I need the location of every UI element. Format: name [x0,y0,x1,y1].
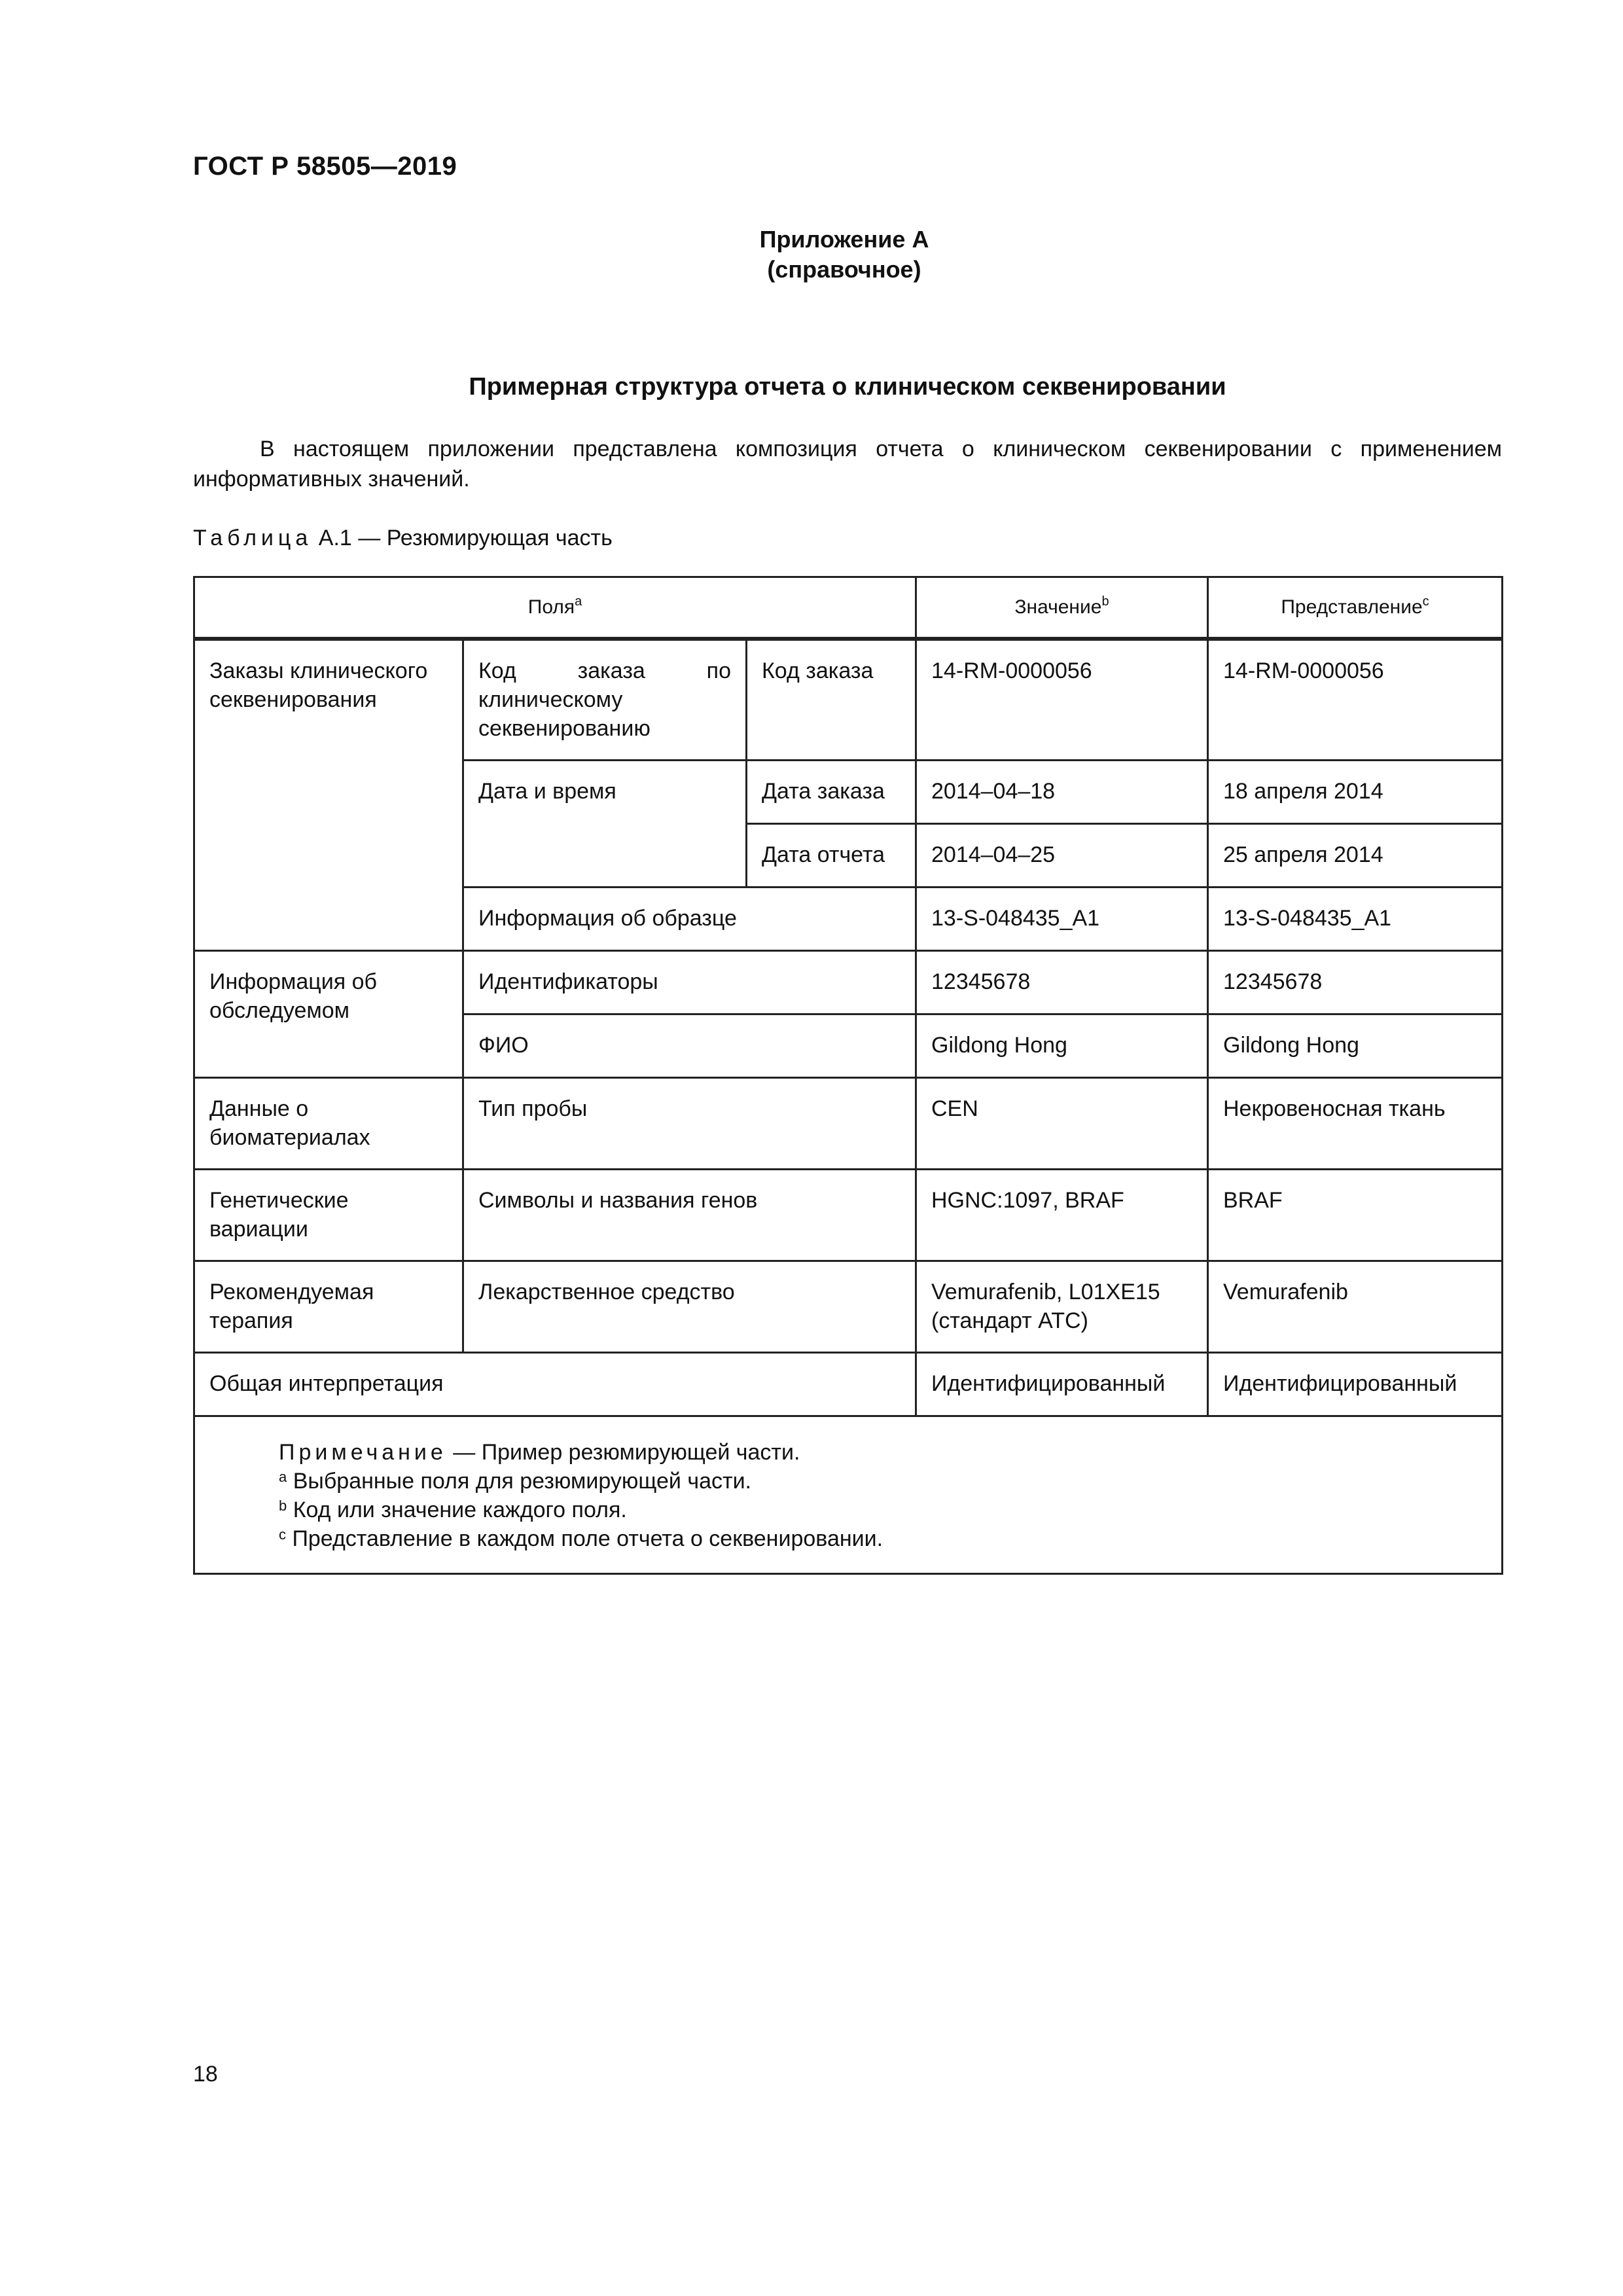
table-header-row [194,577,1503,639]
value-drug: Vemurafenib, L01XE15 (стандарт ATC) [916,1261,1208,1352]
summary-table [193,576,1503,1575]
header-value: Значение$^b$ [916,577,1208,639]
value-sample-type: CEN [916,1077,1208,1169]
value-interpretation: Идентифицированный [916,1352,1208,1416]
field-name: ФИО [463,1014,916,1077]
footnote-a: $^a$ Выбранные поля для резюмирующей части. [279,1468,752,1494]
field-datetime: Дата и время [463,760,747,887]
table-caption [193,526,613,551]
repr-name: Gildong Hong [1208,1014,1503,1077]
group-therapy: Рекомендуемая терапия [194,1261,463,1352]
value-order-code: 14-RM-0000056 [916,639,1208,760]
table-note [194,1416,1503,1573]
appendix-subtitle: (справочное) [767,256,921,283]
table-row [194,1077,1503,1169]
note-text: — Пример резюмирующей части. [453,1439,800,1465]
document-code: ГОСТ Р 58505—2019 [193,152,457,181]
table-caption-text: А.1 — Резюмирующая часть [318,526,613,550]
repr-drug: Vemurafenib [1208,1261,1503,1352]
header-representation: Представление$^c$ [1208,577,1503,639]
table-row [194,639,1503,760]
group-biomaterial: Данные о биоматериалах [194,1077,463,1169]
value-identifiers: 12345678 [916,950,1208,1014]
field-order-code: Код заказа по клиническому секвенированию [463,639,747,760]
note-line [279,1438,1487,1467]
repr-order-date: 18 апреля 2014 [1208,760,1503,823]
table-row [194,1169,1503,1261]
repr-sample-type: Некровеносная ткань [1208,1077,1503,1169]
appendix-header [0,224,1623,285]
value-name: Gildong Hong [916,1014,1208,1077]
field-drug: Лекарственное средство [463,1261,916,1352]
table-note-row [194,1416,1503,1573]
value-order-date: 2014–04–18 [916,760,1208,823]
value-sample-info: 13-S-048435_A1 [916,887,1208,950]
section-heading: Примерная структура отчета о клиническом секвенировании [469,373,1226,401]
page-number: 18 [193,2062,218,2087]
repr-report-date: 25 апреля 2014 [1208,823,1503,887]
table-row [194,950,1503,1014]
footnote-c: $^c$ Представление в каждом поле отчета о секвенировании. [279,1526,883,1551]
header-fields: Поля$^a$ [194,577,916,639]
field-sample-info: Информация об образце [463,887,916,950]
group-subject: Информация об обследуемом [194,950,463,1077]
value-genes: HGNC:1097, BRAF [916,1169,1208,1261]
repr-order-code: 14-RM-0000056 [1208,639,1503,760]
field-genes: Символы и названия генов [463,1169,916,1261]
repr-genes: BRAF [1208,1169,1503,1261]
intro-paragraph: В настоящем приложении представлена композиция отчета о клиническом секвенировании с применением информативных значений. [193,437,1502,492]
table-row [194,1261,1503,1352]
repr-interpretation: Идентифицированный [1208,1352,1503,1416]
field-identifiers: Идентификаторы [463,950,916,1014]
note-label: Примечание [279,1439,447,1465]
group-orders: Заказы клинического секвенирования [194,639,463,950]
footnote-b: $^b$ Код или значение каждого поля. [279,1497,627,1522]
table-caption-label: Таблица [193,526,313,550]
table-row [194,1352,1503,1416]
repr-sample-info: 13-S-048435_A1 [1208,887,1503,950]
value-report-date: 2014–04–25 [916,823,1208,887]
field-sample-type: Тип пробы [463,1077,916,1169]
field-interpretation: Общая интерпретация [194,1352,916,1416]
subfield-order-date: Дата заказа [747,760,916,823]
group-genetic: Генетические вариации [194,1169,463,1261]
repr-identifiers: 12345678 [1208,950,1503,1014]
subfield-report-date: Дата отчета [747,823,916,887]
subfield-order-code: Код заказа [747,639,916,760]
appendix-title: Приложение А [759,226,929,253]
